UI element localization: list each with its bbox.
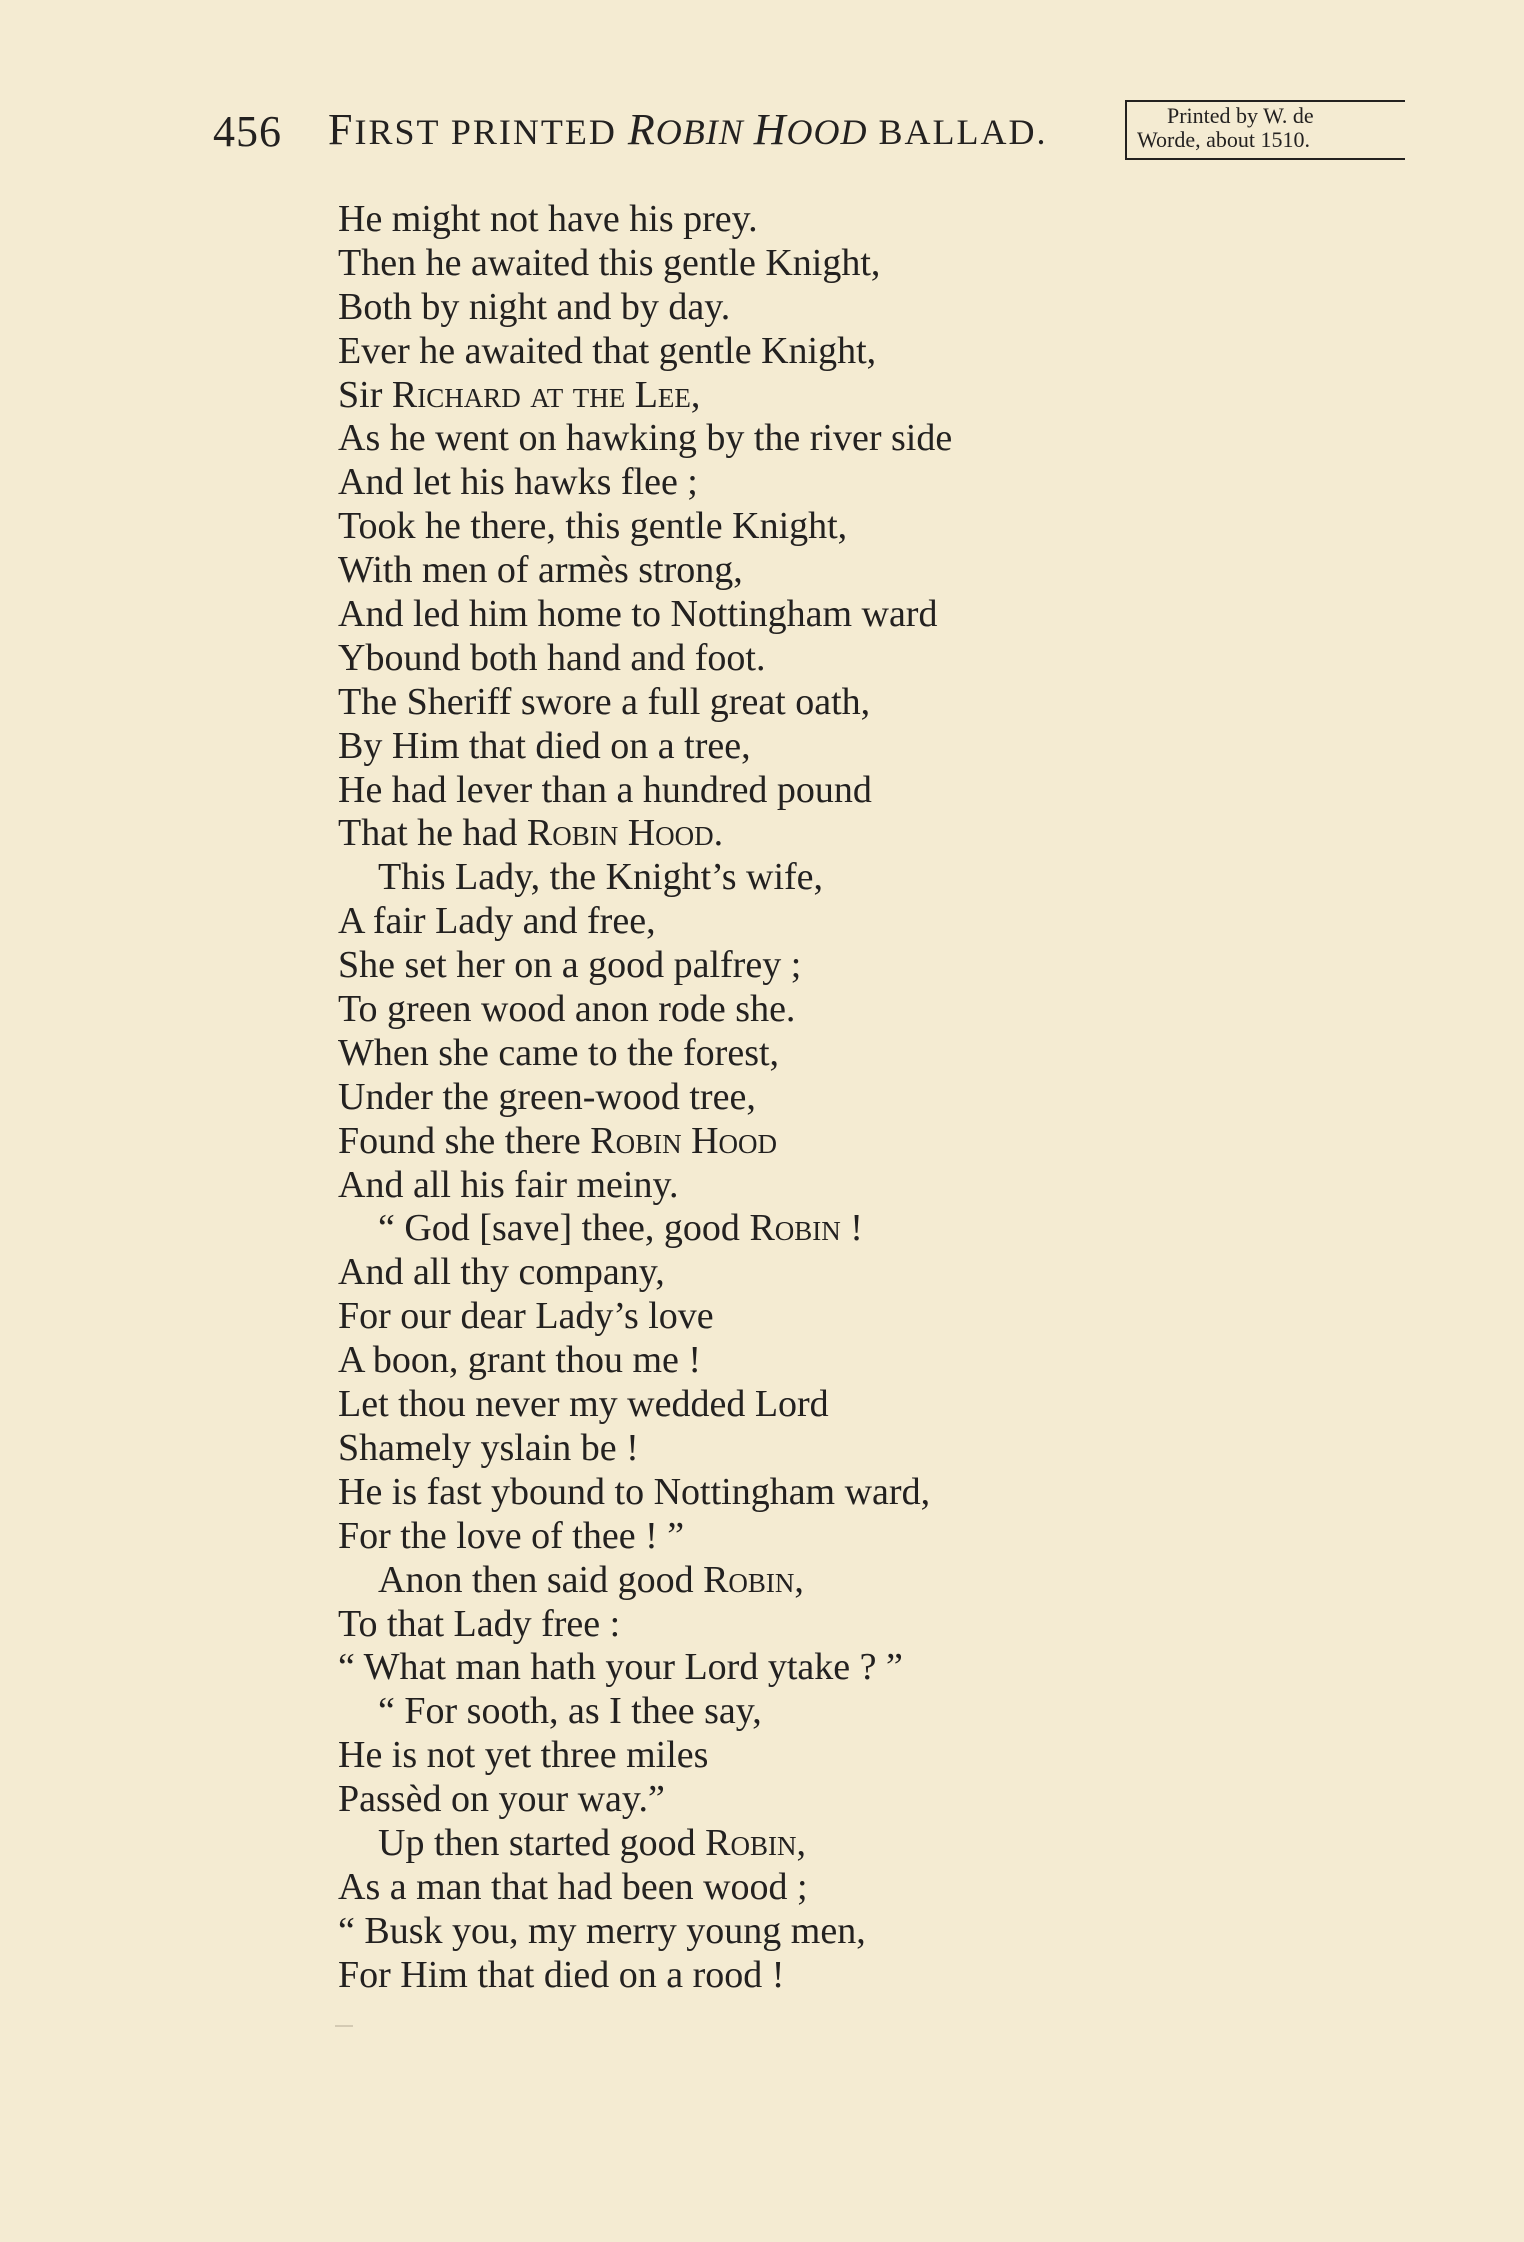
verse-line: Let thou never my wedded Lord (338, 1383, 829, 1426)
verse-line: And led him home to Nottingham ward (338, 593, 938, 636)
verse-line: The Sheriff swore a full great oath, (338, 680, 871, 723)
verse-line: He is fast ybound to Nottingham ward, (338, 1470, 931, 1513)
verse-line: Passèd on your way.” (338, 1778, 665, 1821)
verse-line: Took he there, this gentle Knight, (338, 505, 848, 548)
name-robin-hood: Robin Hood. (526, 812, 724, 855)
verse-line: When she came to the forest, (338, 1031, 780, 1074)
verse-line: A fair Lady and free, (338, 900, 656, 943)
foot-rule-mark (335, 2025, 353, 2027)
verse-line: And let his hawks flee ; (338, 461, 698, 504)
name-richard: Richard at the Lee, (391, 373, 701, 416)
verse-line: Anon then said good Robin, (378, 1558, 804, 1601)
verse-line: He had lever than a hundred pound (338, 768, 872, 811)
name-robin: Robin ! (749, 1207, 863, 1250)
verse-line: A boon, grant thou me ! (338, 1339, 702, 1382)
verse-line: Ybound both hand and foot. (338, 636, 766, 679)
verse-line: “ Busk you, my merry young men, (338, 1909, 866, 1952)
verse-line: Up then started good Robin, (378, 1821, 806, 1864)
page-number: 456 (213, 107, 282, 156)
verse-line: He is not yet three miles (338, 1734, 709, 1777)
name-robin-hood: Robin Hood (590, 1119, 778, 1162)
verse-line: “ What man hath your Lord ytake ? ” (338, 1646, 903, 1689)
verse-line: For our dear Lady’s love (338, 1295, 714, 1338)
verse-line: Under the green-wood tree, (338, 1075, 756, 1118)
verse-line: He might not have his prey. (338, 198, 758, 240)
name-robin: Robin, (705, 1821, 806, 1864)
verse-line: As a man that had been wood ; (338, 1865, 808, 1908)
running-title: FIRST PRINTED ROBIN HOOD BALLAD. (328, 105, 1048, 154)
verse-line: With men of armès strong, (338, 549, 743, 592)
verse-line: “ God [save] thee, good Robin ! (378, 1207, 863, 1250)
verse-line: Found she there Robin Hood (338, 1119, 778, 1162)
verse-line: As he went on hawking by the river side (338, 417, 953, 460)
verse-line: This Lady, the Knight’s wife, (378, 856, 824, 899)
verse-line: Both by night and by day. (338, 285, 731, 328)
verse-line: Ever he awaited that gentle Knight, (338, 329, 877, 372)
sidenote-line-1: Printed by W. de (1167, 103, 1314, 128)
verse-line: To green wood anon rode she. (338, 988, 796, 1031)
verse-line: And all his fair meiny. (338, 1163, 679, 1206)
ballad-text (338, 198, 1438, 1998)
sidenote-bracket (1125, 100, 1405, 160)
verse-line: For Him that died on a rood ! (338, 1953, 785, 1996)
verse-line: Then he awaited this gentle Knight, (338, 241, 881, 284)
verse-line: She set her on a good palfrey ; (338, 944, 802, 987)
verse-line: For the love of thee ! ” (338, 1514, 685, 1557)
verse-line: By Him that died on a tree, (338, 724, 751, 767)
verse-line: Sir Richard at the Lee, (338, 373, 701, 416)
running-header (213, 100, 1393, 170)
name-robin: Robin, (703, 1558, 804, 1601)
verse-line: And all thy company, (338, 1251, 665, 1294)
verse-line: Shamely yslain be ! (338, 1426, 639, 1469)
verse-line: “ For sooth, as I thee say, (378, 1690, 762, 1733)
sidenote-line-2: Worde, about 1510. (1137, 127, 1310, 152)
verse-line: That he had Robin Hood. (338, 812, 724, 855)
verse-line: To that Lady free : (338, 1602, 621, 1645)
